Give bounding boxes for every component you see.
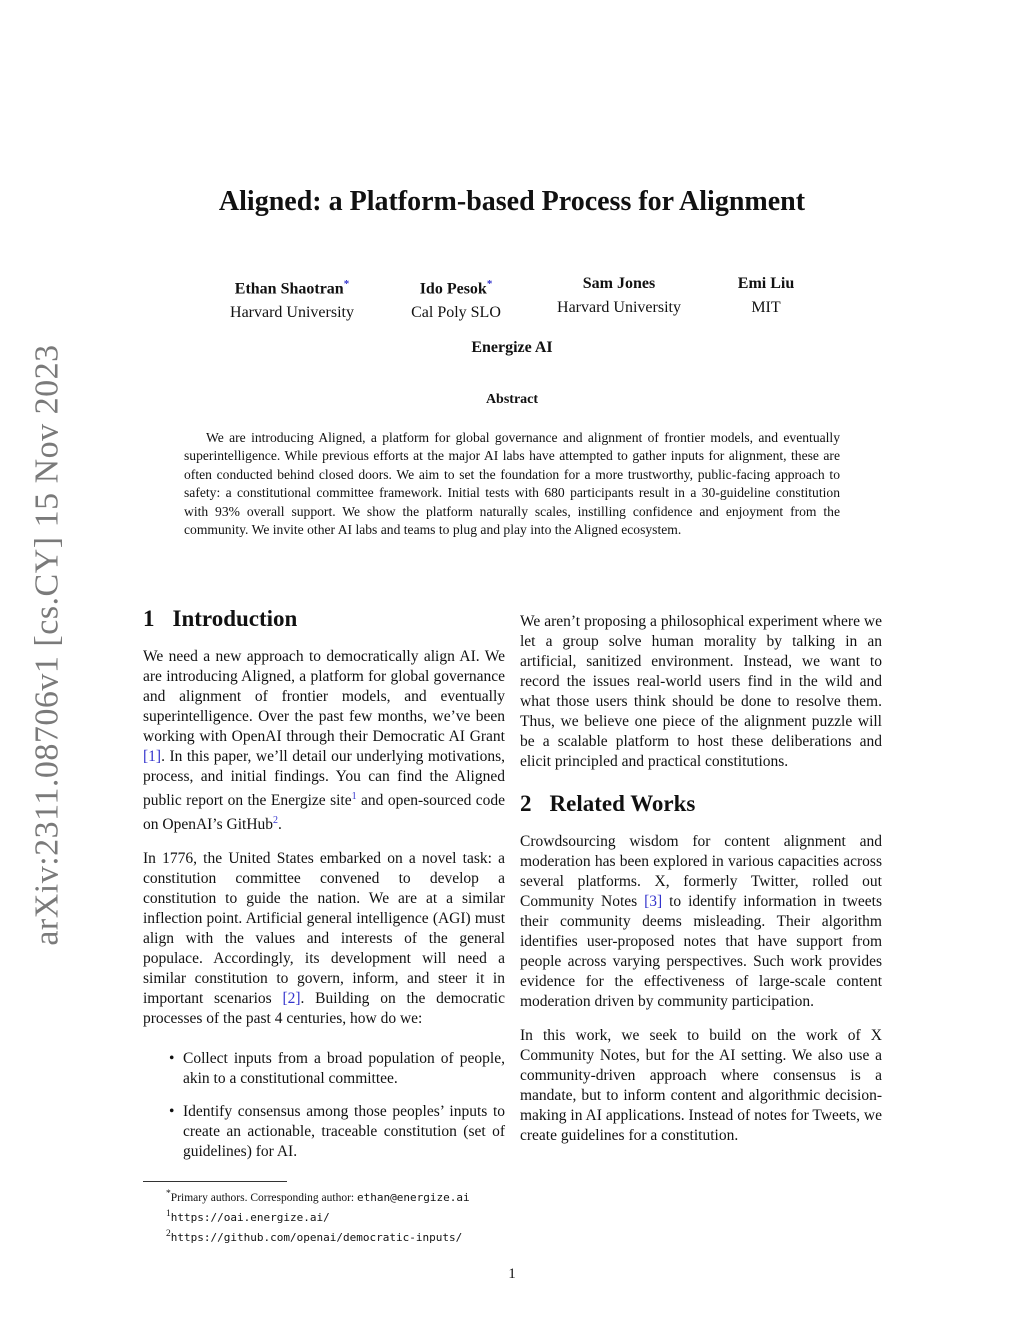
footnote-mark: 1 [166,1207,171,1219]
email-link[interactable]: ethan@energize.ai [357,1190,470,1204]
author-affiliation: MIT [751,299,781,316]
section-number: 1 [143,606,155,631]
intro-paragraph-1 [143,647,505,835]
list-item: • Collect inputs from a broad population of people, akin to a constitutional committee. [143,1049,505,1089]
paragraph-text: . [278,816,282,834]
author-affiliation: Cal Poly SLO [411,304,501,322]
citation-link[interactable]: [1] [143,748,162,765]
section-title: Related Works [549,791,696,816]
footnote-divider [143,1181,287,1182]
footnote-1 [166,1206,526,1226]
section-heading-related-works [520,791,882,816]
arxiv-id-text: arXiv:2311.08706v1 [cs.CY] 15 Nov 2023 [29,344,67,946]
section-title: Introduction [172,606,298,631]
organization: Energize AI [471,339,553,356]
paper-title: Aligned: a Platform-based Process for Alignment [218,186,806,217]
author-block [0,272,1024,322]
paragraph-text: Crowdsourcing wisdom for content alignment and moderation has been explored in various capacities across several platforms. X, formerly Twitter, rolled out Community Notes [520,833,882,910]
right-column [520,612,882,1160]
footnote-primary-authors [166,1186,526,1206]
page-number: 1 [508,1266,516,1282]
list-item: • Identify consensus among those peoples’ inputs to create an actionable, traceable constitution (set of guidelines) for AI. [143,1102,505,1162]
url-link[interactable]: https://github.com/openai/democratic-inputs/ [170,1230,463,1244]
paragraph-text: In 1776, the United States embarked on a novel task: a constitution committee convened to develop a constitution to guide the nation. We are at a similar inflection point. Artificial general intelligence (AGI) must align with the values and interests of the general populace. Accordingly, its development will need a similar constitution to govern, inform, and steer it in important scenarios [143,850,505,1008]
intro-paragraph-2 [143,849,505,1029]
section-number: 2 [520,791,532,816]
bullet-list [143,1049,505,1162]
footnote-mark: * [166,1188,171,1199]
footnote-marker[interactable]: 1 [351,791,357,802]
author-4 [676,272,856,320]
related-paragraph-2: In this work, we seek to build on the work of X Community Notes, but for the AI setting. We also use a community-driven approach where consensus is a mandate, but to inform content and algorithmic decision-making in AI applications. Instead of notes for Tweets, we create guidelines for a constitution. [520,1027,882,1144]
paragraph-text: . In this paper, we’ll detail our underlying motivations, process, and initial findings. You can find the Aligned public report on the Energize site [143,748,505,810]
paragraph-text: . Building on the democratic processes of the past 4 centuries, how do we: [143,990,505,1028]
author-name: Ethan Shaotran [234,280,344,298]
author-name: Sam Jones [582,275,656,292]
citation-link[interactable]: [3] [644,893,663,910]
author-mark[interactable]: * [343,278,350,290]
author-name: Ido Pesok [419,280,487,298]
paragraph-text: and open-sourced code on OpenAI’s GitHub [143,792,505,834]
footnote-2 [166,1226,526,1246]
footnotes [166,1186,526,1245]
author-1 [202,272,382,325]
citation-link[interactable]: [2] [282,990,301,1008]
arxiv-identifier-stamp [28,345,68,945]
intro-paragraph-3: We aren’t proposing a philosophical experiment where we let a group solve human morality by talking in an artificial, sanitized environment. Instead, we want to record the issues real-world users find in the wild and what those users think should be done to resolve them. Thus, we believe one piece of the alignment puzzle will be a scalable platform to host these deliberations and elicit principled and practical constitutions. [520,613,882,770]
section-heading-introduction [143,606,505,631]
author-mark[interactable]: * [486,278,493,290]
author-2 [366,272,546,325]
footnote-mark: 2 [166,1227,171,1239]
author-affiliation: Harvard University [557,299,681,316]
url-link[interactable]: https://oai.energize.ai/ [170,1210,330,1224]
footnote-text: Primary authors. Corresponding author: [170,1191,358,1204]
abstract-heading: Abstract [485,392,539,407]
author-name: Emi Liu [737,275,795,292]
footnote-marker[interactable]: 2 [273,815,279,827]
abstract-text: We are introducing Aligned, a platform for global governance and alignment of frontier models, and eventually superintelligence. While previous efforts at the major AI labs have attempted to gather inputs for alignment, these are often conducted behind closed doors. We aim to set the foundation for a more trustworthy, public-facing approach to safety: a constitutional committee framework. Initial tests with 680 participants result in a 30-guideline constitution with 93% overall support. We show the platform naturally scales, instilling confidence and enjoyment from the community. We invite other AI labs and teams to plug and play into the Aligned ecosystem. [184,430,840,538]
related-paragraph-1 [520,832,882,1012]
paragraph-text: to identify information in tweets their community deems misleading. Their algorithm identifies user-proposed notes that have support from people across varying perspectives. Such work provides evidence for the effectiveness of large-scale content moderation driven by community participation. [520,893,882,1010]
author-affiliation: Harvard University [230,304,354,322]
left-column [143,606,505,1175]
paragraph-text: We need a new approach to democratically align AI. We are introducing Aligned, a platform for global governance and alignment of frontier models, and eventually superintelligence. Over the past few months, we’ve been working with OpenAI through their Democratic AI Grant [143,648,505,745]
